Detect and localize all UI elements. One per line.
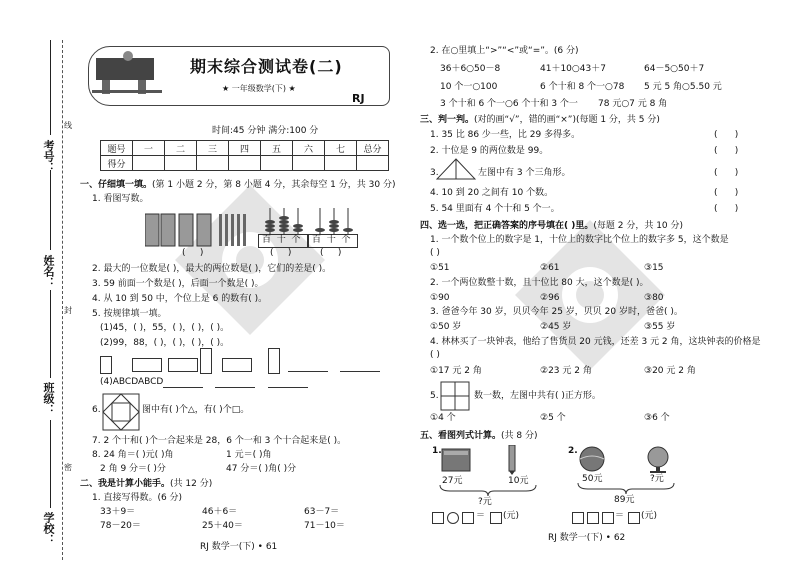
choice-option[interactable]: ①50 岁	[430, 322, 462, 332]
answer-box[interactable]	[432, 512, 444, 524]
gutter-field-line	[50, 420, 51, 508]
total-label: ?元	[478, 497, 492, 507]
square-triangle-figure	[102, 393, 140, 431]
table-cell: 二	[165, 141, 197, 156]
question-text: 3. 59 前面一个数是( )，后面一个数是( )。	[92, 279, 264, 289]
pattern-rect-tall	[268, 348, 280, 374]
compare-item: 41＋10○43＋7	[540, 64, 606, 74]
calc-item: 25＋40＝	[202, 521, 243, 531]
price-label: 27元	[442, 476, 463, 486]
answer-box[interactable]	[628, 512, 640, 524]
section-note: (对的画“√”，错的画“×”)(每题 1 分，共 5 分)	[474, 115, 660, 125]
page-footer: RJ 数学一(下) • 62	[548, 533, 626, 543]
question-text: 47 分＝( )角( )分	[226, 464, 297, 474]
operator-circle[interactable]	[447, 512, 459, 524]
triangle-figure	[436, 158, 476, 180]
compare-item: 36＋6○50－8	[440, 64, 501, 74]
question-text: 1. 看图写数。	[92, 194, 149, 204]
abacus-image	[262, 208, 308, 234]
compare-item: 78 元○7 元 8 角	[598, 99, 668, 109]
question-text: (1)45，( )，55，( )，( )，( )。	[100, 323, 230, 333]
page-footer: RJ 数学一(下) • 61	[200, 542, 278, 552]
question-number: 1.	[432, 446, 442, 456]
question-text: 7. 2 个十和( )个一合起来是 28，6 个一和 3 个十合起来是( )。	[92, 436, 347, 446]
score-cell[interactable]	[197, 156, 229, 171]
score-cell[interactable]	[165, 156, 197, 171]
question-number: 5.	[430, 391, 439, 401]
choice-question: 数一数，左图中共有( )正方形。	[474, 391, 601, 401]
section-title: 二、我是计算小能手。	[80, 479, 171, 489]
class-label: 班级：	[42, 382, 55, 415]
compare-item: 5 元 5 角○5.50 元	[644, 82, 722, 92]
choice-question: 2. 一个两位数整十数，且十位比 80 大，这个数是( )。	[430, 278, 649, 288]
answer-paren: ( )	[714, 204, 739, 214]
choice-option[interactable]: ③80	[644, 293, 664, 303]
question-text: 1. 直接写得数。(6 分)	[92, 493, 183, 503]
answer-box[interactable]	[490, 512, 502, 524]
section-heading	[420, 221, 683, 232]
brace	[576, 483, 676, 495]
judge-item: 5. 54 里面有 4 个十和 5 个一。	[430, 204, 560, 214]
abacus-image	[312, 208, 358, 234]
question-number: 6.	[92, 405, 101, 415]
answer-box[interactable]	[462, 512, 474, 524]
section-note: (共 12 分)	[170, 479, 213, 489]
score-cell[interactable]	[133, 156, 165, 171]
choice-option[interactable]: ③20 元 2 角	[644, 366, 696, 376]
answer-paren: ( )	[270, 248, 292, 258]
calc-item: 63－7＝	[304, 507, 340, 517]
compare-item: 3 个十和 6 个一○6 个十和 3 个一	[440, 99, 578, 109]
section-title: 五、看图列式计算。	[420, 431, 502, 441]
answer-box[interactable]	[572, 512, 584, 524]
pattern-rect-wide	[222, 358, 252, 372]
choice-option[interactable]: ②61	[540, 263, 560, 273]
question-number: 2.	[568, 446, 578, 456]
question-text: 2. 在○里填上“>”“<”或“=”。(6 分)	[430, 46, 579, 56]
question-text: (4)ABCDABCD	[100, 377, 164, 387]
score-cell[interactable]	[325, 156, 357, 171]
answer-line	[163, 387, 203, 388]
judge-item: 1. 35 比 86 少一些，比 29 多得多。	[430, 130, 581, 140]
section-heading	[80, 180, 395, 191]
cut-mark: 封	[64, 306, 72, 315]
place-value-labels: 百 十 个	[312, 235, 351, 245]
score-table	[100, 140, 389, 171]
place-value-labels: 百 十 个	[262, 235, 301, 245]
choice-option[interactable]: ②45 岁	[540, 322, 572, 332]
table-cell: 六	[293, 141, 325, 156]
answer-line	[215, 387, 255, 388]
cut-mark: 线	[64, 121, 72, 130]
brace	[438, 485, 538, 497]
edition-badge: RJ	[352, 92, 365, 105]
choice-option[interactable]: ③55 岁	[644, 322, 676, 332]
score-cell[interactable]	[261, 156, 293, 171]
pen-image	[504, 445, 520, 475]
pattern-rect-tall	[200, 348, 212, 374]
price-label: ?元	[650, 474, 664, 484]
time-info: 时间:45 分钟 满分:100 分	[212, 126, 319, 136]
compare-item: 6 个十和 8 个一○78	[540, 82, 625, 92]
choice-question: 3. 爸爸今年 30 岁，贝贝今年 25 岁，贝贝 20 岁时，爸爸( )。	[430, 307, 683, 317]
table-cell: 五	[261, 141, 293, 156]
gutter-field-line	[50, 170, 51, 250]
choice-option[interactable]: ②96	[540, 293, 560, 303]
price-label: 10元	[508, 476, 529, 486]
answer-paren: ( )	[714, 146, 739, 156]
table-cell: 总分	[357, 141, 389, 156]
question-text: (2)99，88，( )，( )，( )，( )。	[100, 338, 230, 348]
section-heading	[80, 479, 212, 490]
answer-paren: ( )	[430, 350, 440, 360]
judge-item: 2. 十位是 9 的两位数是 99。	[430, 146, 549, 156]
question-text: 5. 按规律填一填。	[92, 309, 167, 319]
table-cell: 题号	[101, 141, 133, 156]
answer-paren: ( )	[714, 130, 739, 140]
gutter-field-line	[50, 40, 51, 135]
answer-line	[268, 387, 308, 388]
globe-image	[644, 445, 672, 473]
name-label: 姓名：	[42, 255, 55, 288]
question-text: 8. 24 角＝( )元( )角	[92, 450, 174, 460]
page-title: 期末综合测试卷(二)	[190, 57, 343, 76]
pattern-rect-wide	[132, 358, 162, 372]
section-note: (每题 2 分，共 10 分)	[593, 221, 684, 231]
calc-item: 46＋6＝	[202, 507, 238, 517]
section-title: 一、仔细填一填。	[80, 180, 153, 190]
choice-option[interactable]: ③15	[644, 263, 664, 273]
compare-item: 64－5○50＋7	[644, 64, 705, 74]
choice-option[interactable]: ③6 个	[644, 413, 670, 423]
choice-option[interactable]: ①4 个	[430, 413, 456, 423]
table-cell: 得分	[101, 156, 133, 171]
choice-option[interactable]: ①51	[430, 263, 450, 273]
question-text: 2. 最大的一位数是( )，最大的两位数是( )，它们的差是( )。	[92, 264, 332, 274]
question-text: 图中有( )个△，有( )个□。	[142, 405, 250, 415]
calc-item: 33＋9＝	[100, 507, 136, 517]
choice-option[interactable]: ①90	[430, 293, 450, 303]
table-cell: 四	[229, 141, 261, 156]
grid-squares-figure	[440, 381, 470, 411]
cut-line	[62, 40, 63, 560]
choice-question: 4. 林林买了一块钟表，他给了售货员 20 元钱，还差 3 元 2 角，这块钟表的价格是	[430, 337, 761, 347]
answer-paren: ( )	[182, 248, 204, 258]
section-heading	[420, 115, 660, 126]
table-cell: 七	[325, 141, 357, 156]
school-label: 学校：	[42, 512, 55, 545]
judge-item: 4. 10 到 20 之间有 10 个数。	[430, 188, 554, 198]
score-cell[interactable]	[293, 156, 325, 171]
answer-paren: ( )	[714, 188, 739, 198]
pattern-rect-wide	[168, 358, 198, 372]
section-note: (第 1 小题 2 分，第 8 小题 4 分，其余每空 1 分，共 30 分)	[152, 180, 396, 190]
question-text: 2 角 9 分＝( )分	[100, 464, 166, 474]
equals-sign: ＝	[615, 511, 625, 521]
exam-number-label: 考号：	[42, 140, 55, 173]
total-label: 89元	[614, 495, 635, 505]
classroom-illustration	[92, 50, 172, 100]
choice-option[interactable]: ②23 元 2 角	[540, 366, 592, 376]
choice-option[interactable]: ①17 元 2 角	[430, 366, 482, 376]
unit-label: (元)	[641, 511, 658, 521]
price-label: 50元	[582, 474, 603, 484]
score-cell[interactable]	[357, 156, 389, 171]
ball-image	[578, 445, 606, 473]
compare-item: 10 个一○100	[440, 82, 498, 92]
calc-item: 78－20＝	[100, 521, 141, 531]
section-heading	[420, 431, 538, 442]
answer-box[interactable]	[587, 512, 599, 524]
score-cell[interactable]	[229, 156, 261, 171]
question-number: 3.	[430, 168, 439, 178]
gutter-field-line	[50, 290, 51, 378]
table-cell: 一	[133, 141, 165, 156]
cut-mark: 密	[64, 463, 72, 472]
calc-item: 71－10＝	[304, 521, 345, 531]
page-subtitle: ★ 一年级数学(下) ★	[222, 84, 296, 93]
table-row	[101, 156, 389, 171]
answer-paren: ( )	[430, 248, 440, 258]
judge-item: 左图中有 3 个三角形。	[478, 168, 571, 178]
answer-paren: ( )	[714, 168, 739, 178]
choice-option[interactable]: ②5 个	[540, 413, 566, 423]
table-row	[101, 141, 389, 156]
section-note: (共 8 分)	[501, 431, 538, 441]
answer-line	[288, 371, 328, 372]
table-cell: 三	[197, 141, 229, 156]
section-title: 三、判一判。	[420, 115, 475, 125]
section-title: 四、选一选，把正确答案的序号填在( )里。	[420, 221, 594, 231]
choice-question: 1. 一个数个位上的数字是 1，十位上的数字比个位上的数字多 5，这个数是	[430, 235, 729, 245]
pattern-rect-tall	[100, 356, 112, 374]
question-text: 4. 从 10 到 50 中，个位上是 6 的数有( )。	[92, 294, 268, 304]
question-text: 1 元＝( )角	[226, 450, 272, 460]
answer-line	[340, 371, 380, 372]
answer-paren: ( )	[320, 248, 342, 258]
equals-sign: ＝	[476, 511, 486, 521]
counting-sticks-image	[145, 212, 260, 248]
book-image	[440, 447, 474, 475]
answer-box[interactable]	[602, 512, 614, 524]
unit-label: (元)	[503, 511, 520, 521]
